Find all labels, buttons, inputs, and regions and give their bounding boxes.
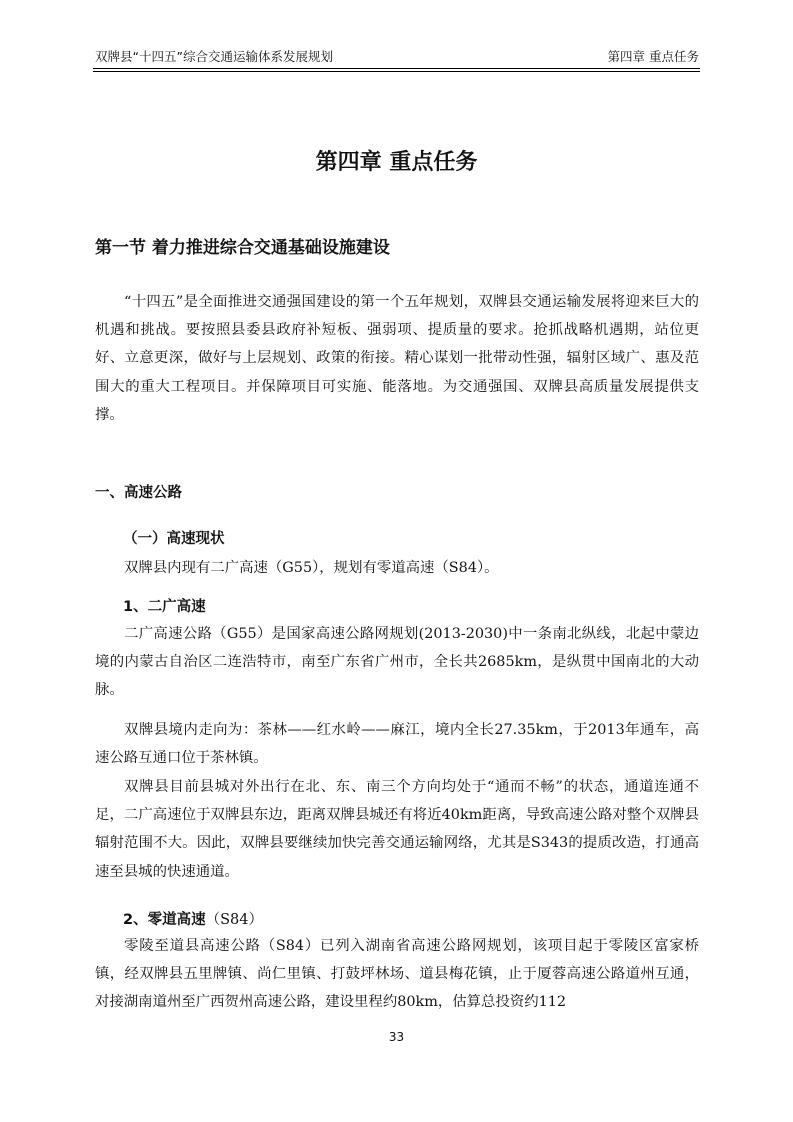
chapter-title: 第四章 重点任务 bbox=[315, 150, 478, 175]
subheading-g55-text: 1、二广高速 bbox=[123, 599, 206, 615]
header-divider bbox=[93, 68, 700, 72]
status-paragraph: 双牌县内现有二广高速（G55），规划有零道高速（S84）。 bbox=[124, 560, 499, 576]
section-title: 第一节 着力推进综合交通基础设施建设 bbox=[95, 238, 390, 258]
g55-paragraph-1: 二广高速公路（G55）是国家高速公路网规划(2013-2030)中一条南北纵线，北起中蒙边境的内蒙古自治区二连浩特市，南至广东省广州市，全长共2685km，是纵贯中国南北的大动脉。 bbox=[95, 626, 699, 699]
heading-expressway: 一、高速公路 bbox=[95, 485, 182, 501]
subheading-s84 bbox=[123, 908, 263, 929]
g55-paragraph-3: 双牌县目前县城对外出行在北、东、南三个方向均处于“通而不畅”的状态，通道连通不足，二广高速位于双牌县东边，距离双牌县城还有将近40km距离，导致高速公路对整个双牌县辐射范围不大。因此，双牌县要继续加快完善交通运输网络，尤其是S343的提质改造，打通高速至县城的快速通道。 bbox=[95, 779, 699, 880]
intro-paragraph: “十四五”是全面推进交通强国建设的第一个五年规划，双牌县交通运输发展将迎来巨大的机遇和挑战。要按照县委县政府补短板、强弱项、提质量的要求。抢抓战略机遇期，站位更好、立意更深，做好与上层规划、政策的衔接。精心谋划一批带动性强，辐射区域广、惠及范围大的重大工程项目。并保障项目可实施、能落地。为交通强国、双牌县高质量发展提供支撑。 bbox=[95, 294, 699, 423]
subheading-s84-code: （S84） bbox=[205, 912, 263, 928]
subheading-g55 bbox=[123, 595, 206, 616]
g55-paragraph-2: 双牌县境内走向为：茶林——红水岭——麻江，境内全长27.35km，于2013年通车，高速公路互通口位于茶林镇。 bbox=[95, 722, 699, 767]
subheading-s84-text: 2、零道高速 bbox=[123, 912, 206, 928]
running-header-chapter: 第四章 重点任务 bbox=[607, 49, 699, 64]
page-number: 33 bbox=[388, 1030, 405, 1044]
running-header-title: 双牌县“十四五”综合交通运输体系发展规划 bbox=[95, 49, 333, 64]
heading-expressway-status: （一）高速现状 bbox=[123, 531, 225, 547]
s84-paragraph: 零陵至道县高速公路（S84）已列入湖南省高速公路网规划，该项目起于零陵区富家桥镇，经双牌县五里牌镇、尚仁里镇、打鼓坪林场、道县梅花镇，止于厦蓉高速公路道州互通，对接湖南道州至广西贺州高速公路，建设里程约80km，估算总投资约112 bbox=[95, 938, 699, 1011]
